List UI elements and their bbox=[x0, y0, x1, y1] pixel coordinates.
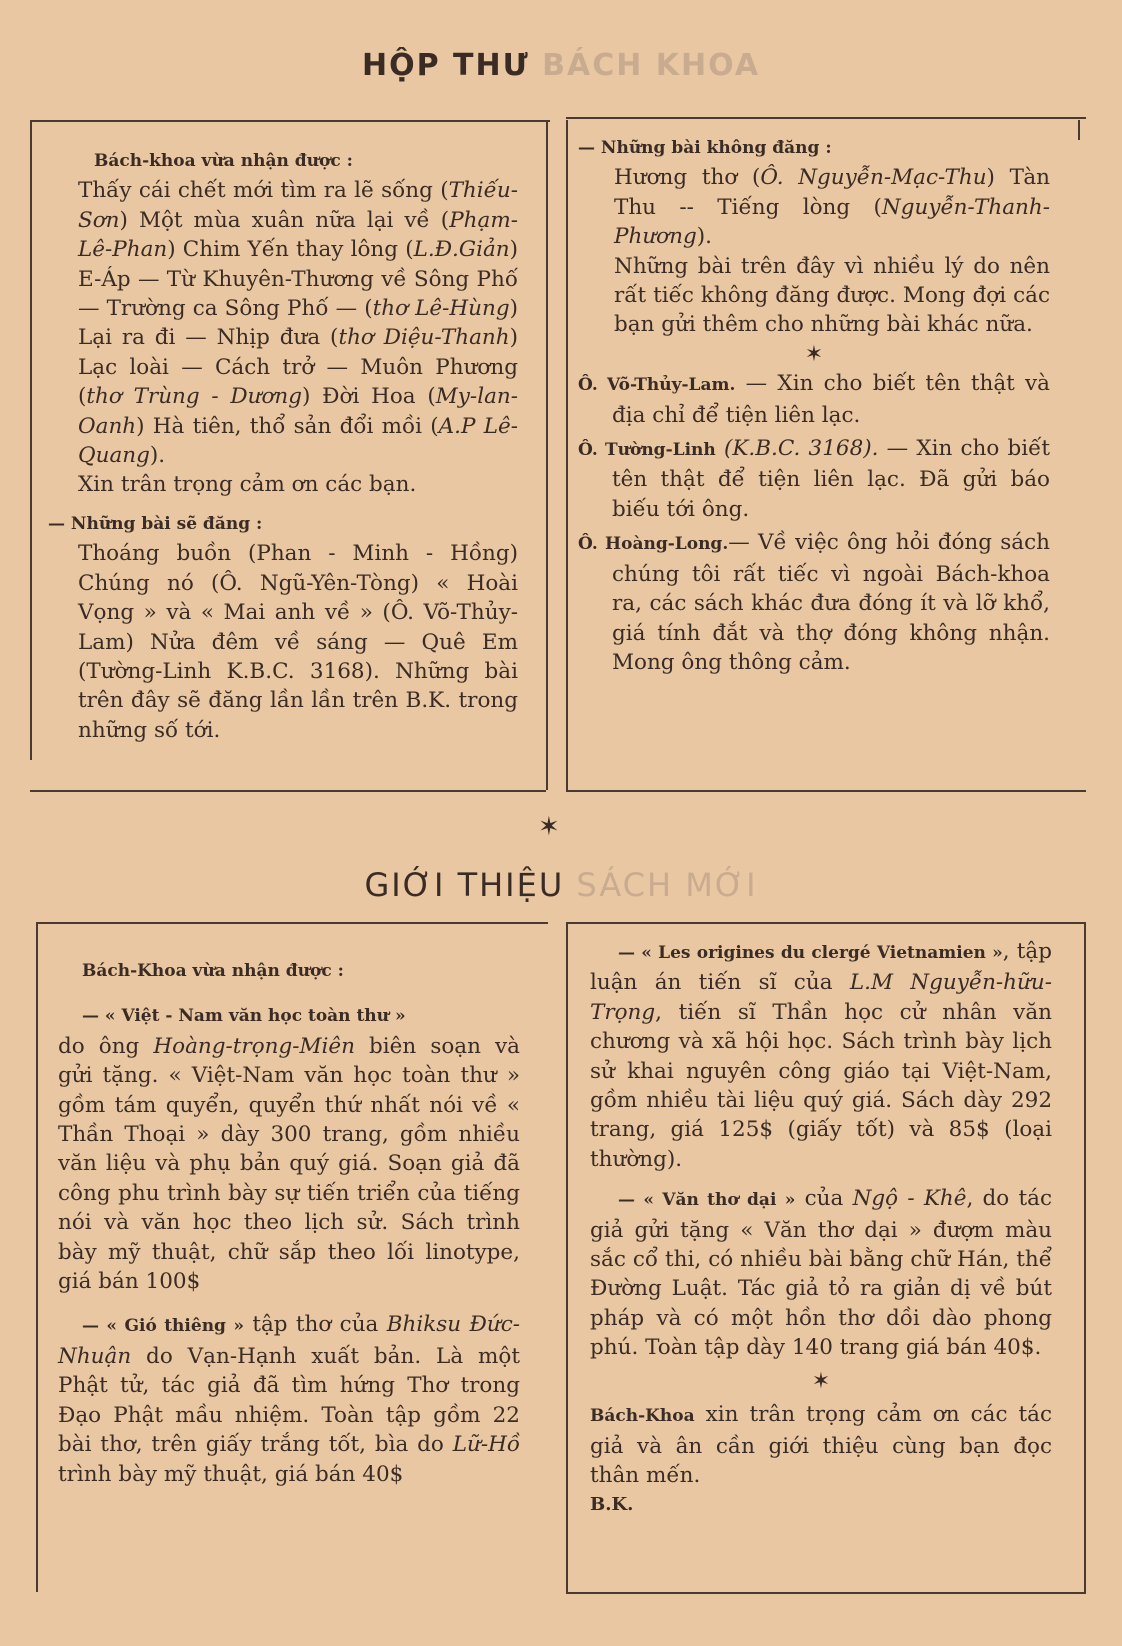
book3-entry: — « Les origines du clergé Vietnamien », tập luận án tiến sĩ của L.M Nguyễn-hữu-Trọng, tiến sĩ Thần học cử nhân văn chương và xã hội học. Sách trình bày lịch sử khai nguyên công giáo tại Việt-Nam, gồm nhiều tài liệu quý giá. Sách dày 292 trang, giá 125$ (giấy tốt) và 85$ (loại thường). bbox=[590, 939, 1052, 1172]
top-right-rule bbox=[566, 117, 1086, 119]
books-right-column bbox=[590, 937, 1052, 1520]
received-list: Thấy cái chết mới tìm ra lẽ sống (Thiếu-Sơn) Một mùa xuân nữa lại về (Phạm-Lê-Phan) Chim Yến thay lông (L.Đ.Giản) E-Áp — Từ Khuyên-Thương về Sông Phố — Trường ca Sông Phố — (thơ Lê-Hùng) Lại ra đi — Nhịp đưa (thơ Diệu-Thanh) Lạc loài — Cách trở — Muôn Phương (thơ Trùng - Dương) Đời Hoa (My-lan-Oanh) Hà tiên, thổ sản đổi mồi (A.P Lê-Quang). bbox=[78, 178, 518, 469]
bottom-left-border bbox=[36, 922, 38, 1592]
mailbox-title-faded: BÁCH KHOA bbox=[542, 48, 761, 83]
not-published-list: Hương thơ (Ô. Nguyễn-Mạc-Thu) Tàn Thu -- Tiếng lòng (Nguyễn-Thanh-Phương). bbox=[614, 165, 1051, 250]
right-col-border bbox=[566, 120, 568, 790]
new-books-title-faded: SÁCH MỚI bbox=[576, 866, 758, 904]
books-received-label: Bách-Khoa vừa nhận được : bbox=[82, 961, 344, 981]
closing-thanks: Bách-Khoa xin trân trọng cảm ơn các tác giả và ân cần giới thiệu cùng bạn đọc thân mến. bbox=[590, 1402, 1052, 1488]
new-books-title-main: GIỚI THIỆU bbox=[364, 866, 565, 904]
reply-tuong-linh: Ô. Tường-Linh (K.B.C. 3168). — Xin cho biết tên thật để tiện liên lạc. Đã gửi báo biếu tới ông. bbox=[578, 436, 1051, 522]
mid-right-rule bbox=[566, 790, 1086, 792]
to-publish-label: — Những bài sẽ đăng : bbox=[48, 513, 263, 534]
not-published-label: — Những bài không đăng : bbox=[578, 138, 832, 158]
bottom-top-left-rule bbox=[36, 922, 548, 924]
mid-left-rule bbox=[30, 790, 546, 792]
book1-entry: — « Việt - Nam văn học toàn thư » do ông Hoàng-trọng-Miên biên soạn và gửi tặng. « Việt-Nam văn học toàn thư » gồm tám quyển, quyển thứ nhất nói về « Thần Thoại » dày 300 trang, gồm nhiều văn liệu và phụ bản quý giá. Soạn giả đã công phu trình bày sự tiến triển của tiếng nói và văn học theo lịch sử. Sách trình bày mỹ thuật, chữ sắp theo lối linotype, giá bán 100$ bbox=[58, 1006, 520, 1295]
signature: B.K. bbox=[590, 1494, 634, 1516]
mailbox-right-column bbox=[578, 132, 1050, 677]
book2-entry: — « Gió thiêng » tập thơ của Bhiksu Đức-Nhuận do Vạn-Hạnh xuất bản. Là một Phật tử, tác giả đã tìm hứng Thơ trong Đạo Phật mầu nhiệm. Toàn tập gồm 22 bài thơ, trên giấy trắng tốt, bìa do Lữ-Hồ trình bày mỹ thuật, giá bán 40$ bbox=[58, 1312, 520, 1487]
books-left-column bbox=[58, 955, 520, 1489]
books-star: ✶ bbox=[811, 1368, 831, 1394]
book4-entry: — « Văn thơ dại » của Ngộ - Khê, do tác giả gửi tặng « Văn thơ dại » đượm màu sắc cổ thi, có nhiều bài bằng chữ Hán, thể Đường Luật. Tác giả tỏ ra giản dị về bút pháp và có một hồn thơ dồi dào phong phú. Toàn tập dày 140 trang giá bán 40$. bbox=[590, 1186, 1052, 1361]
not-published-reason: Những bài trên đây vì nhiều lý do nên rất tiếc không đăng được. Mong đợi các bạn gửi thêm cho những bài khác nữa. bbox=[614, 253, 1050, 338]
received-thanks: Xin trân trọng cảm ơn các bạn. bbox=[78, 472, 417, 498]
top-right-border bbox=[1078, 120, 1080, 140]
top-left-rule bbox=[30, 120, 550, 122]
bottom-top-right-rule bbox=[566, 922, 1086, 924]
reply-hoang-long: Ô. Hoàng-Long.— Về việc ông hỏi đóng sách chúng tôi rất tiếc vì ngoài Bách-khoa ra, các sách khác đưa đóng ít và lỡ khổ, giá tính đắt và thợ đóng không nhận. Mong ông thông cảm. bbox=[578, 530, 1050, 675]
bottom-rule bbox=[566, 1592, 1086, 1594]
bottom-center-divider bbox=[566, 922, 568, 1592]
mailbox-left-column bbox=[48, 145, 518, 745]
center-divider-top bbox=[546, 120, 548, 790]
received-label: Bách-khoa vừa nhận được : bbox=[94, 151, 353, 171]
mailbox-title bbox=[0, 48, 1122, 83]
bottom-right-border bbox=[1084, 922, 1086, 1592]
reply-vo-thuy-lam: Ô. Võ-Thủy-Lam. — Xin cho biết tên thật và địa chỉ để tiện liên lạc. bbox=[578, 371, 1050, 428]
new-books-title bbox=[0, 866, 1122, 904]
mailbox-title-main: HỘP THƯ bbox=[361, 48, 530, 83]
section-divider-star: ✶ bbox=[538, 812, 560, 842]
left-col-border bbox=[30, 120, 32, 760]
mailbox-star: ✶ bbox=[804, 341, 824, 367]
to-publish-text: Thoáng buồn (Phan - Minh - Hồng) Chúng nó (Ô. Ngũ-Yên-Tòng) « Hoài Vọng » và « Mai anh về » (Ô. Võ-Thủy-Lam) Nửa đêm về sáng — Quê Em (Tường-Linh K.B.C. 3168). Những bài trên đây sẽ đăng lần lần trên B.K. trong những số tới. bbox=[78, 541, 518, 743]
